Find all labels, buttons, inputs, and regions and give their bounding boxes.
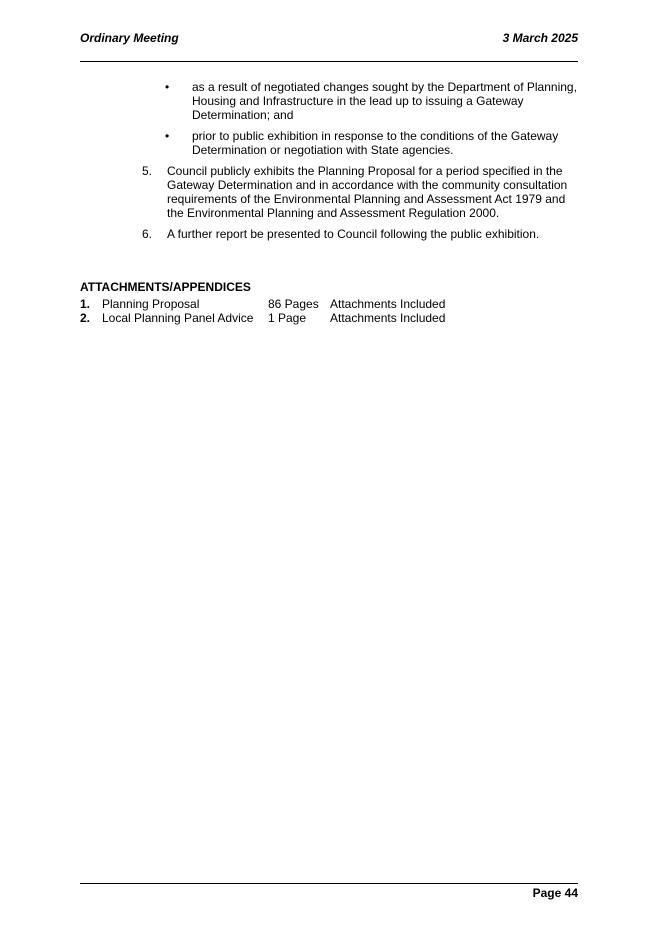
bullet-text: as a result of negotiated changes sought by the Department of Planning, Housing and Infrastructure in the lead up to issuing a Gateway Determination; and (192, 80, 577, 122)
meeting-title: Ordinary Meeting (80, 31, 179, 45)
page-number: Page 44 (532, 886, 578, 900)
attachment-name: Planning Proposal (102, 297, 200, 311)
attachment-row (80, 311, 500, 325)
page-header (80, 31, 578, 47)
footer-divider (80, 883, 578, 884)
item-number: 5. (142, 164, 153, 178)
header-divider (80, 61, 578, 62)
attachment-number: 2. (80, 311, 91, 325)
bullet-icon: • (165, 129, 170, 143)
attachment-number: 1. (80, 297, 91, 311)
item-text: Council publicly exhibits the Planning Proposal for a period specified in the Gateway Determination and in accordance with the community consultation requirements of the Environmental Planning and Assessment Act 1979 and the Environmental Planning and Assessment Regulation 2000. (167, 164, 568, 220)
attachment-status: Attachments Included (330, 297, 446, 311)
attachment-pages: 86 Pages (268, 297, 319, 311)
item-text: A further report be presented to Council following the public exhibition. (167, 227, 540, 241)
attachment-status: Attachments Included (330, 311, 446, 325)
attachments-heading: ATTACHMENTS/APPENDICES (80, 280, 251, 294)
attachment-pages: 1 Page (268, 311, 307, 325)
attachment-row (80, 297, 500, 311)
attachment-name: Local Planning Panel Advice (102, 311, 254, 325)
item-number: 6. (142, 227, 153, 241)
meeting-date: 3 March 2025 (502, 31, 578, 45)
bullet-text: prior to public exhibition in response to the conditions of the Gateway Determination or negotiation with State agencies. (192, 129, 559, 157)
bullet-icon: • (165, 80, 170, 94)
